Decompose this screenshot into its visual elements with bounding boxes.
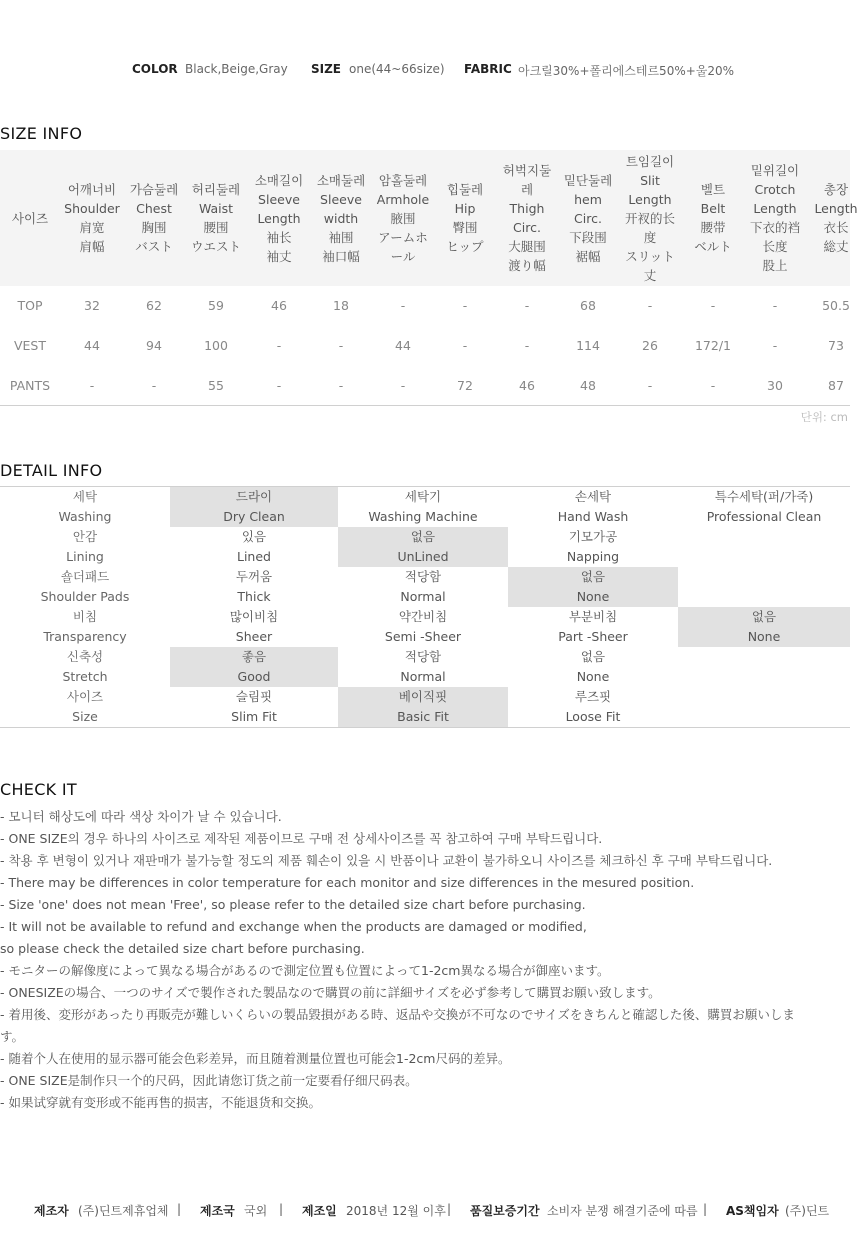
size-value-cell: - <box>400 298 406 313</box>
size-header-cell: 가슴둘레 Chest 胸围 バスト <box>129 182 179 254</box>
detail-table-row <box>0 567 850 607</box>
detail-option-line: 약간비침 <box>398 609 448 624</box>
check-it-title: CHECK IT <box>0 780 77 799</box>
check-it-line: - It will not be available to refund and exchange when the products are damaged or modified, <box>0 919 587 934</box>
size-value-cell: 73 <box>828 338 844 353</box>
size-value-cell: 172/1 <box>694 338 732 353</box>
detail-option <box>170 687 338 727</box>
check-it-line: - ONESIZEの場合、一つのサイズで製作された製品なので購買の前に詳細サイズを必ず参考して購買お願い致します。 <box>0 985 661 1000</box>
detail-option-line: 좋음 <box>241 649 267 664</box>
size-value-cell: 46 <box>271 298 287 313</box>
detail-table-row <box>0 687 850 727</box>
check-it-line: - ONE SIZE의 경우 하나의 사이즈로 제작된 제품이므로 구매 전 상세사이즈를 꼭 참고하여 구매 부탁드립니다. <box>0 831 603 846</box>
detail-option <box>338 647 508 687</box>
date-label: 제조일 <box>302 1204 337 1218</box>
size-value-cell: 62 <box>146 298 162 313</box>
color-value: Black,Beige,Gray <box>185 62 288 76</box>
size-header-cell: 암홀둘레 Armhole 腋围 アームホ ール <box>376 172 430 264</box>
size-value-cell: 44 <box>395 338 411 353</box>
warranty-label: 품질보증기간 <box>470 1204 540 1218</box>
detail-option-line: 드라이 <box>235 489 273 504</box>
detail-option-line: 기모가공 <box>568 529 618 544</box>
size-value-cell: 26 <box>642 338 658 353</box>
detail-option <box>508 487 678 527</box>
fabric-label: FABRIC <box>464 62 512 76</box>
size-header-cell: 벨트 Belt 腰带 ベルト <box>694 182 732 254</box>
size-header-cell: 밑단둘레 hem Circ. 下段围 裾幅 <box>563 172 613 264</box>
detail-option-selected <box>508 567 678 607</box>
detail-option-line: Lined <box>237 549 271 564</box>
detail-option <box>508 647 678 687</box>
detail-label-line: 숄더패드 <box>60 569 110 584</box>
check-it-line: - 착용 후 변형이 있거나 재판매가 불가능할 정도의 제품 훼손이 있을 시 반품이나 교환이 불가하오니 사이즈를 체크하신 후 구매 부탁드립니다. <box>0 853 773 868</box>
size-value-cell: 48 <box>580 378 596 393</box>
detail-option <box>170 567 338 607</box>
size-value-cell: 50.5 <box>822 298 850 313</box>
size-value-cell: - <box>647 298 653 313</box>
size-value-cell: 59 <box>208 298 224 313</box>
footer-separator: | <box>177 1202 182 1216</box>
detail-option <box>338 487 508 527</box>
size-value-cell: - <box>772 298 778 313</box>
detail-option-line: 있음 <box>241 529 267 544</box>
check-it-line: - 随着个人在使用的显示器可能会色彩差异，而且随着测量位置也可能会1-2cm尺码的差异。 <box>0 1051 511 1066</box>
detail-option-line: Dry Clean <box>223 509 285 524</box>
size-row-label: TOP <box>17 298 43 313</box>
detail-option-line: 두꺼움 <box>235 569 273 584</box>
detail-option-line: Napping <box>566 549 620 564</box>
detail-option-line: Basic Fit <box>397 709 449 724</box>
detail-option <box>338 607 508 647</box>
detail-option-line: Good <box>237 669 271 684</box>
detail-option-line: Washing Machine <box>368 509 478 524</box>
size-header-cell: 소매둘레 Sleeve width 袖围 袖口幅 <box>316 172 366 264</box>
size-value-cell: - <box>524 298 530 313</box>
size-value-cell: 44 <box>84 338 100 353</box>
detail-option <box>508 607 678 647</box>
size-header-cell: 허리둘레 Waist 腰围 ウエスト <box>190 182 241 254</box>
check-it-notes <box>0 806 850 1114</box>
detail-option-line: Normal <box>400 589 446 604</box>
detail-option-line: 적당함 <box>404 569 442 584</box>
detail-option <box>678 647 850 687</box>
detail-option <box>678 567 850 607</box>
detail-option-line: Sheer <box>235 629 273 644</box>
detail-row-label <box>0 527 170 567</box>
size-value: one(44~66size) <box>349 62 445 76</box>
detail-table-bottom-rule <box>0 727 850 728</box>
detail-label-line: Shoulder Pads <box>40 589 130 604</box>
size-value-cell: 68 <box>580 298 596 313</box>
size-value-cell: 30 <box>767 378 783 393</box>
size-table-row <box>0 286 850 326</box>
detail-label-line: 안감 <box>72 529 98 544</box>
size-value-cell: 94 <box>146 338 162 353</box>
size-value-cell: 46 <box>519 378 535 393</box>
detail-option-line: 루즈핏 <box>574 689 612 704</box>
check-it-line: す。 <box>0 1029 25 1044</box>
detail-table-row <box>0 607 850 647</box>
detail-option-line: 특수세탁(퍼/가죽) <box>714 489 814 504</box>
detail-option-line: 없음 <box>580 569 606 584</box>
size-table-row <box>0 326 850 366</box>
detail-label-line: Size <box>72 709 98 724</box>
size-header-cell: 힙둘레 Hip 臀围 ヒップ <box>446 182 484 254</box>
detail-option-line: Thick <box>237 589 271 604</box>
detail-option-selected <box>678 607 850 647</box>
detail-option <box>170 607 338 647</box>
maker-value: (주)딘트제휴업체 <box>78 1204 169 1218</box>
detail-option <box>678 527 850 567</box>
detail-table-row <box>0 487 850 527</box>
detail-label-line: 세탁 <box>72 489 98 504</box>
detail-label-line: Washing <box>58 509 112 524</box>
detail-option-line: 적당함 <box>404 649 442 664</box>
detail-option-line: 손세탁 <box>574 489 612 504</box>
size-header-cell: 트임길이 Slit Length 开衩的长 度 スリット 丈 <box>624 153 675 283</box>
check-it-line: - There may be differences in color temperature for each monitor and size differences in the mesured position. <box>0 875 695 890</box>
detail-option-line: 슬림핏 <box>235 689 273 704</box>
detail-option-line: None <box>747 629 781 644</box>
size-value-cell: - <box>151 378 157 393</box>
detail-option-selected <box>338 527 508 567</box>
detail-option-line: UnLined <box>397 549 449 564</box>
size-label: SIZE <box>311 62 342 76</box>
size-info-title: SIZE INFO <box>0 124 83 143</box>
detail-option <box>338 567 508 607</box>
size-unit-note: 단위: cm <box>800 410 848 424</box>
check-it-line: - Size 'one' does not mean 'Free', so please refer to the detailed size chart before purchasing. <box>0 897 586 912</box>
detail-table-row <box>0 647 850 687</box>
size-header-cell: 밑위길이 Crotch Length 下衣的裆 长度 股上 <box>749 163 800 273</box>
size-header-cell: 소매길이 Sleeve Length 袖长 袖丈 <box>254 172 304 264</box>
color-label: COLOR <box>132 62 178 76</box>
size-value-cell: 72 <box>457 378 473 393</box>
size-table-row <box>0 366 850 406</box>
fabric-value: 아크릴30%+폴리에스테르50%+울20% <box>518 64 735 78</box>
size-value-cell: 55 <box>208 378 224 393</box>
detail-option-selected <box>170 647 338 687</box>
footer-separator: | <box>703 1202 708 1216</box>
detail-label-line: Stretch <box>62 669 108 684</box>
detail-option-line: Semi -Sheer <box>384 629 462 644</box>
detail-option-line: 부분비침 <box>568 609 618 624</box>
detail-option-line: Hand Wash <box>557 509 629 524</box>
check-it-line: - ONE SIZE是制作只一个的尺码，因此请您订货之前一定要看仔细尺码表。 <box>0 1073 418 1088</box>
check-it-line: - モニターの解像度によって異なる場合があるので測定位置も位置によって1-2cm異なる場合が御座います。 <box>0 963 610 978</box>
detail-option-selected <box>338 687 508 727</box>
size-value-cell: 32 <box>84 298 100 313</box>
size-value-cell: - <box>276 338 282 353</box>
size-value-cell: - <box>338 378 344 393</box>
size-value-cell: - <box>524 338 530 353</box>
detail-info-title: DETAIL INFO <box>0 461 103 480</box>
detail-option-line: 없음 <box>751 609 777 624</box>
detail-label-line: Lining <box>66 549 104 564</box>
size-header-cell: 허벅지둘 레 Thigh Circ. 大腿围 渡り幅 <box>502 163 552 273</box>
detail-option <box>678 487 850 527</box>
as-label: AS책임자 <box>726 1204 779 1218</box>
detail-row-label <box>0 487 170 527</box>
country-value: 국외 <box>244 1204 268 1218</box>
detail-option-line: 없음 <box>410 529 436 544</box>
size-value-cell: 18 <box>333 298 349 313</box>
detail-row-label <box>0 647 170 687</box>
detail-table-row <box>0 527 850 567</box>
detail-option-line: 없음 <box>580 649 606 664</box>
size-value-cell: 87 <box>828 378 844 393</box>
detail-option-line: None <box>576 589 610 604</box>
detail-row-label <box>0 567 170 607</box>
detail-option-line: Loose Fit <box>565 709 621 724</box>
detail-option-line: Normal <box>400 669 446 684</box>
country-label: 제조국 <box>200 1204 235 1218</box>
size-value-cell: - <box>338 338 344 353</box>
size-header-cell: 총장 Length 衣长 総丈 <box>814 182 858 254</box>
check-it-line: - 모니터 해상도에 따라 색상 차이가 날 수 있습니다. <box>0 809 282 824</box>
detail-option <box>508 687 678 727</box>
size-value-cell: - <box>710 378 716 393</box>
detail-label-line: Transparency <box>43 629 127 644</box>
detail-label-line: 사이즈 <box>66 689 104 704</box>
size-table-header <box>0 150 858 286</box>
size-header-cell: 어깨너비 Shoulder 肩宽 肩幅 <box>64 182 120 254</box>
check-it-line: - 如果试穿就有变形或不能再售的损害，不能退货和交换。 <box>0 1095 321 1110</box>
size-value-cell: - <box>276 378 282 393</box>
warranty-value: 소비자 분쟁 해결기준에 따름 <box>547 1204 698 1218</box>
footer-separator: | <box>279 1202 284 1216</box>
detail-option <box>678 687 850 727</box>
size-value-cell: - <box>462 298 468 313</box>
size-value-cell: - <box>710 298 716 313</box>
detail-option-line: 베이직핏 <box>398 689 448 704</box>
footer-separator: | <box>447 1202 452 1216</box>
detail-option-line: 세탁기 <box>404 489 442 504</box>
size-value-cell: 100 <box>204 338 228 353</box>
detail-row-label <box>0 607 170 647</box>
size-row-label: VEST <box>13 338 47 353</box>
size-value-cell: - <box>772 338 778 353</box>
size-header-cell: 사이즈 <box>11 210 49 226</box>
size-table-bottom-rule <box>0 405 850 406</box>
detail-option-line: Slim Fit <box>231 709 277 724</box>
detail-option-line: 많이비침 <box>229 609 279 624</box>
detail-option-line: None <box>576 669 610 684</box>
size-value-cell: - <box>89 378 95 393</box>
detail-option <box>508 527 678 567</box>
detail-option <box>170 527 338 567</box>
size-row-label: PANTS <box>9 378 51 393</box>
detail-option-line: Part -Sheer <box>558 629 628 644</box>
size-value-cell: - <box>400 378 406 393</box>
size-value-cell: 114 <box>576 338 600 353</box>
detail-option-line: Professional Clean <box>706 509 822 524</box>
size-value-cell: - <box>647 378 653 393</box>
size-value-cell: - <box>462 338 468 353</box>
check-it-line: - 着用後、変形があったり再販売が難しいくらいの製品毀損がある時、返品や交換が不可なのでサイズをきちんと確認した後、購買お願いしま <box>0 1007 795 1022</box>
detail-label-line: 비침 <box>72 609 98 624</box>
date-value: 2018년 12월 이후 <box>346 1204 446 1218</box>
check-it-line: so please check the detailed size chart before purchasing. <box>0 941 365 956</box>
maker-label: 제조자 <box>34 1204 69 1218</box>
detail-option-selected <box>170 487 338 527</box>
detail-label-line: 신축성 <box>66 649 104 664</box>
detail-row-label <box>0 687 170 727</box>
as-value: (주)딘트 <box>785 1204 830 1218</box>
